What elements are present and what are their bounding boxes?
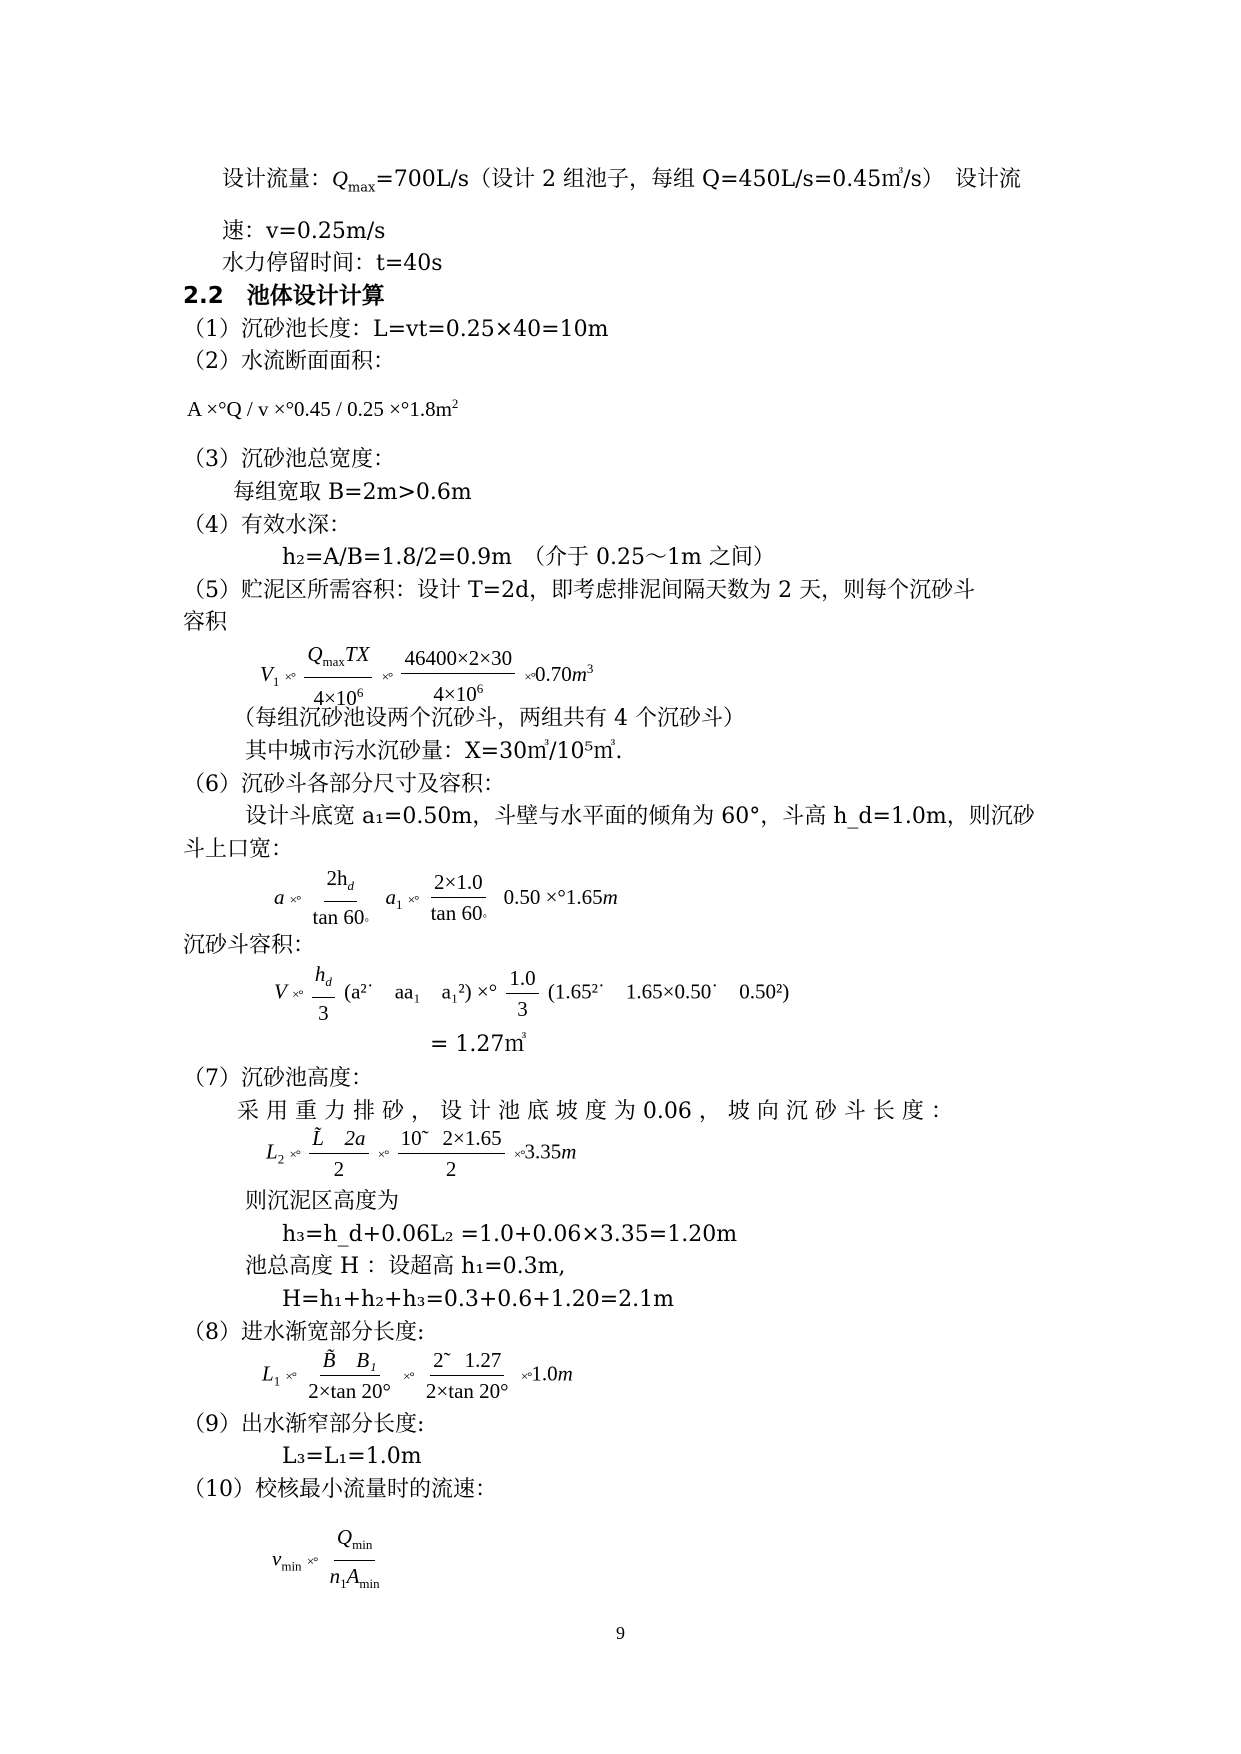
step-5-volume: （5）贮泥区所需容积：设计 T=2d，即考虑排泥间隔天数为 2 天，则每个沉砂斗 <box>183 578 976 603</box>
formula-hopper-volume: V ×° $\frac{h_d}{3}$ (a²˙ aa₁ a₁²) ×° $\frac{1.0}{3}$ (1.65²˙ 1.65×0.50˙ 0.50²) <box>274 962 790 1026</box>
step-7-mud-height: 则沉泥区高度为 <box>245 1189 400 1214</box>
step-5-note: （每组沉砂池设两个沉砂斗，两组共有 4 个沉砂斗） <box>233 706 745 731</box>
step-5-sand-amount: 其中城市污水沉砂量：X=30㎥/10⁵㎥. <box>245 739 623 764</box>
step-7-slope: 采 用 重 力 排 砂 ， 设 计 池 底 坡 度 为 0.06 ， 坡 向 沉 砂 斗 长 度 ： <box>237 1099 953 1124</box>
step-7-height: （7）沉砂池高度： <box>183 1066 373 1091</box>
section-heading: 2.2 池体设计计算 <box>183 283 385 309</box>
page-number: 9 <box>616 1623 625 1643</box>
formula-volume-v1: $V_1$ ×° $\frac{Q_{max}TX}{4\times 10^6}$ ×° $\frac{46400\times 2\times 30}{4\times 10^6}$ $\times^\circ 0.70m^3$ <box>260 642 594 711</box>
step-9-outlet-value: L₃=L₁=1.0m <box>282 1444 422 1469</box>
step-7-mud-height-value: h₃=h_d+0.06L₂ =1.0+0.06×3.35=1.20m <box>282 1222 738 1247</box>
step-5-volume-cont: 容积 <box>183 610 228 635</box>
step-2-area: （2）水流断面面积： <box>183 349 395 374</box>
step-3-width: （3）沉砂池总宽度： <box>183 447 395 472</box>
formula-min-velocity: $v_{min}$ ×° $\frac{Q_{min}}{n_1A_{min}}$ <box>272 1525 380 1592</box>
formula-inlet-length: $L_1$ ×° $\frac{\text{B̃ B₁}}{2\times\tan 20^\circ}$ ×° $\frac{2̃ 1.27}{2\times\tan 20^\circ}$ ×°1.0m <box>262 1348 573 1403</box>
step-1-length: （1）沉砂池长度：L=vt=0.25×40=10m <box>183 317 609 342</box>
design-velocity-line: 速：v=0.25m/s <box>222 219 386 244</box>
step-3-width-value: 每组宽取 B=2m>0.6m <box>233 480 472 505</box>
formula-area: $A \times^\circ Q / v \times^\circ 0.45 / 0.25 \times^\circ 1.8m^2$ <box>187 396 459 421</box>
step-8-inlet: （8）进水渐宽部分长度: <box>183 1320 425 1345</box>
design-flow-line: 设计流量：$Q_{max}=700L/s$（设计 2 组池子，每组 Q=450L/s=0.45㎥/s） 设计流 <box>222 166 1021 196</box>
formula-top-width: a ×° $\frac{2h_d}{\tan 60◦}$ $a_1$ ×° $\frac{2\times 1.0}{\tan 60◦}$ 0.50 ×°1.65m <box>274 866 618 930</box>
step-6-hopper: （6）沉砂斗各部分尺寸及容积： <box>183 772 505 797</box>
step-6-hopper-cont: 斗上口宽： <box>183 837 294 862</box>
formula-slope-length: $L_2$ ×° $\frac{L̃ 2a}{2}$ ×° $\frac{10̃ 2\times 1.65}{2}$ ×°3.35m <box>266 1126 577 1181</box>
step-7-total-height: 池总高度 H ：设超高 h₁=0.3m, <box>245 1254 566 1279</box>
step-6-hopper-design: 设计斗底宽 a₁=0.50m，斗壁与水平面的倾角为 60°，斗高 h_d=1.0m，则沉砂 <box>245 804 1035 829</box>
hopper-volume-result: = 1.27㎥ <box>430 1032 527 1057</box>
step-4-depth-value: h₂=A/B=1.8/2=0.9m （介于 0.25～1m 之间） <box>282 545 775 570</box>
step-7-total-height-value: H=h₁+h₂+h₃=0.3+0.6+1.20=2.1m <box>282 1287 674 1312</box>
retention-time-line: 水力停留时间：t=40s <box>222 251 443 276</box>
step-6-hopper-volume: 沉砂斗容积： <box>183 933 316 958</box>
step-10-check: （10）校核最小流量时的流速： <box>183 1477 497 1502</box>
step-9-outlet: （9）出水渐窄部分长度: <box>183 1412 425 1437</box>
step-4-depth: （4）有效水深： <box>183 513 351 538</box>
